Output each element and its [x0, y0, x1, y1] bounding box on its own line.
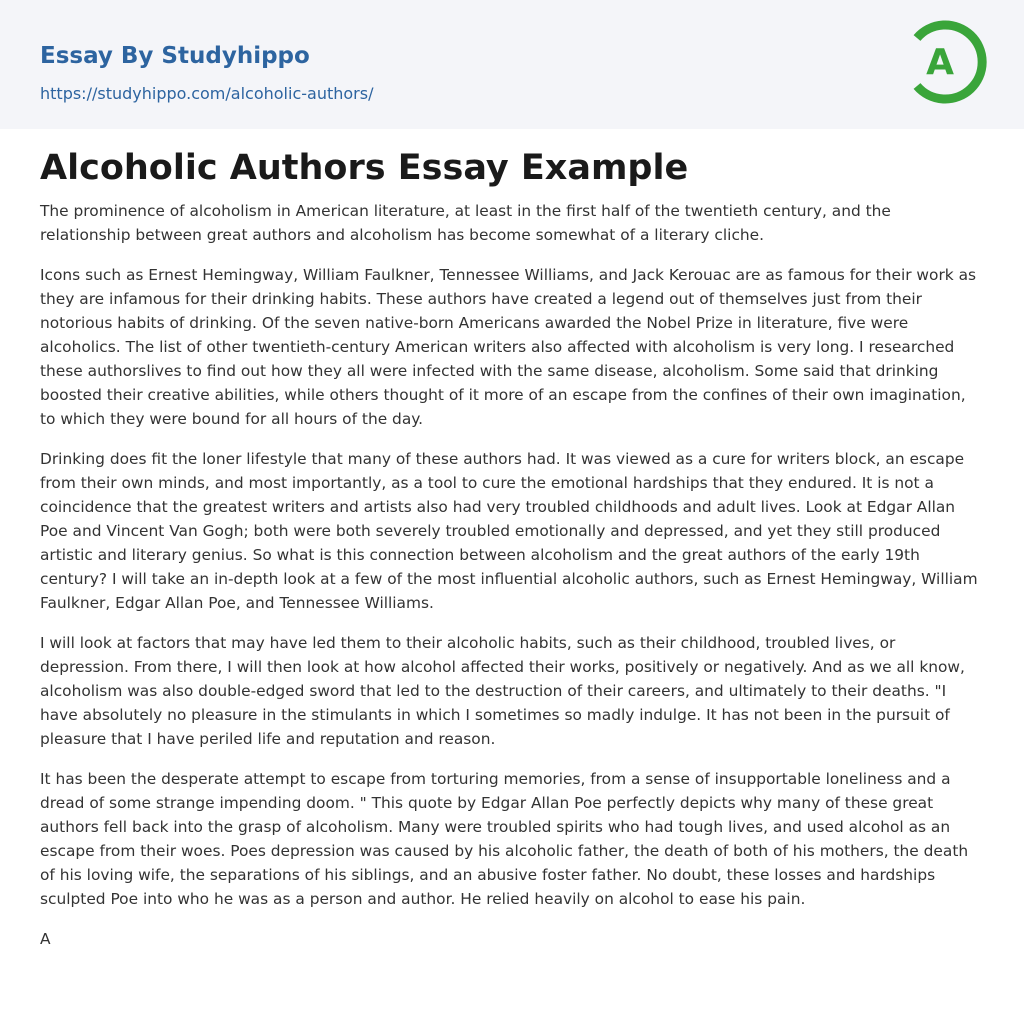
essay-title: Alcoholic Authors Essay Example [40, 148, 689, 188]
essay-paragraph: I will look at factors that may have led them to their alcoholic habits, such as their childhood, troubled lives, or depression. From there, I will then look at how alcohol affected their works, positively or negatively. And as we all know, alcoholism was also double-edged sword that led to the destruction of their careers, and ultimately to their deaths. "I have absolutely no pleasure in the stimulants in which I sometimes so madly indulge. It has not been in the pursuit of pleasure that I have periled life and reputation and reason. [40, 634, 965, 748]
logo-ring-icon [903, 18, 989, 106]
essay-paragraph: It has been the desperate attempt to escape from torturing memories, from a sense of insupportable loneliness and a dread of some strange impending doom. " This quote by Edgar Allan Poe perfectly depicts why many of these great authors fell back into the grasp of alcoholism. Many were troubled spirits who had tough lives, and used alcohol as an escape from their woes. Poes depression was caused by his alcoholic father, the death of both of his mothers, the death of his loving wife, the separations of his siblings, and an abusive foster father. No doubt, these losses and hardships sculpted Poe into who he was as a person and author. He relied heavily on alcohol to ease his pain. [40, 770, 969, 908]
essay-paragraph: Drinking does fit the loner lifestyle that many of these authors had. It was viewed as a cure for writers block, an escape from their own minds, and most importantly, as a tool to cure the emotional hardships that they endured. It is not a coincidence that the greatest writers and artists also had very troubled childhoods and adult lives. Look at Edgar Allan Poe and Vincent Van Gogh; both were both severely troubled emotionally and depressed, and yet they still produced artistic and literary genius. So what is this connection between alcoholism and the great authors of the early 19th century? I will take an in-depth look at a few of the most influential alcoholic authors, such as Ernest Hemingway, William Faulkner, Edgar Allan Poe, and Tennessee Williams. [40, 450, 978, 612]
logo-letter: A [926, 42, 954, 83]
site-header [0, 0, 1024, 129]
site-title[interactable]: Essay By Studyhippo [40, 43, 310, 69]
essay-paragraph-truncated: A [40, 930, 51, 948]
essay-paragraph: The prominence of alcoholism in American literature, at least in the first half of the twentieth century, and the relationship between great authors and alcoholism has become somewhat of a literary cliche. [40, 202, 891, 244]
essay-content [40, 143, 985, 967]
studyhippo-logo[interactable] [903, 18, 989, 106]
essay-url-link[interactable]: https://studyhippo.com/alcoholic-authors/ [40, 84, 374, 103]
essay-paragraph: Icons such as Ernest Hemingway, William Faulkner, Tennessee Williams, and Jack Kerouac are as famous for their work as they are infamous for their drinking habits. These authors have created a legend out of themselves just from their notorious habits of drinking. Of the seven native-born Americans awarded the Nobel Prize in literature, five were alcoholics. The list of other twentieth-century American writers also affected with alcoholism is very long. I researched these authorslives to find out how they all were infected with the same disease, alcoholism. Some said that drinking boosted their creative abilities, while others thought of it more of an escape from the confines of their own imagination, to which they were bound for all hours of the day. [40, 266, 977, 428]
